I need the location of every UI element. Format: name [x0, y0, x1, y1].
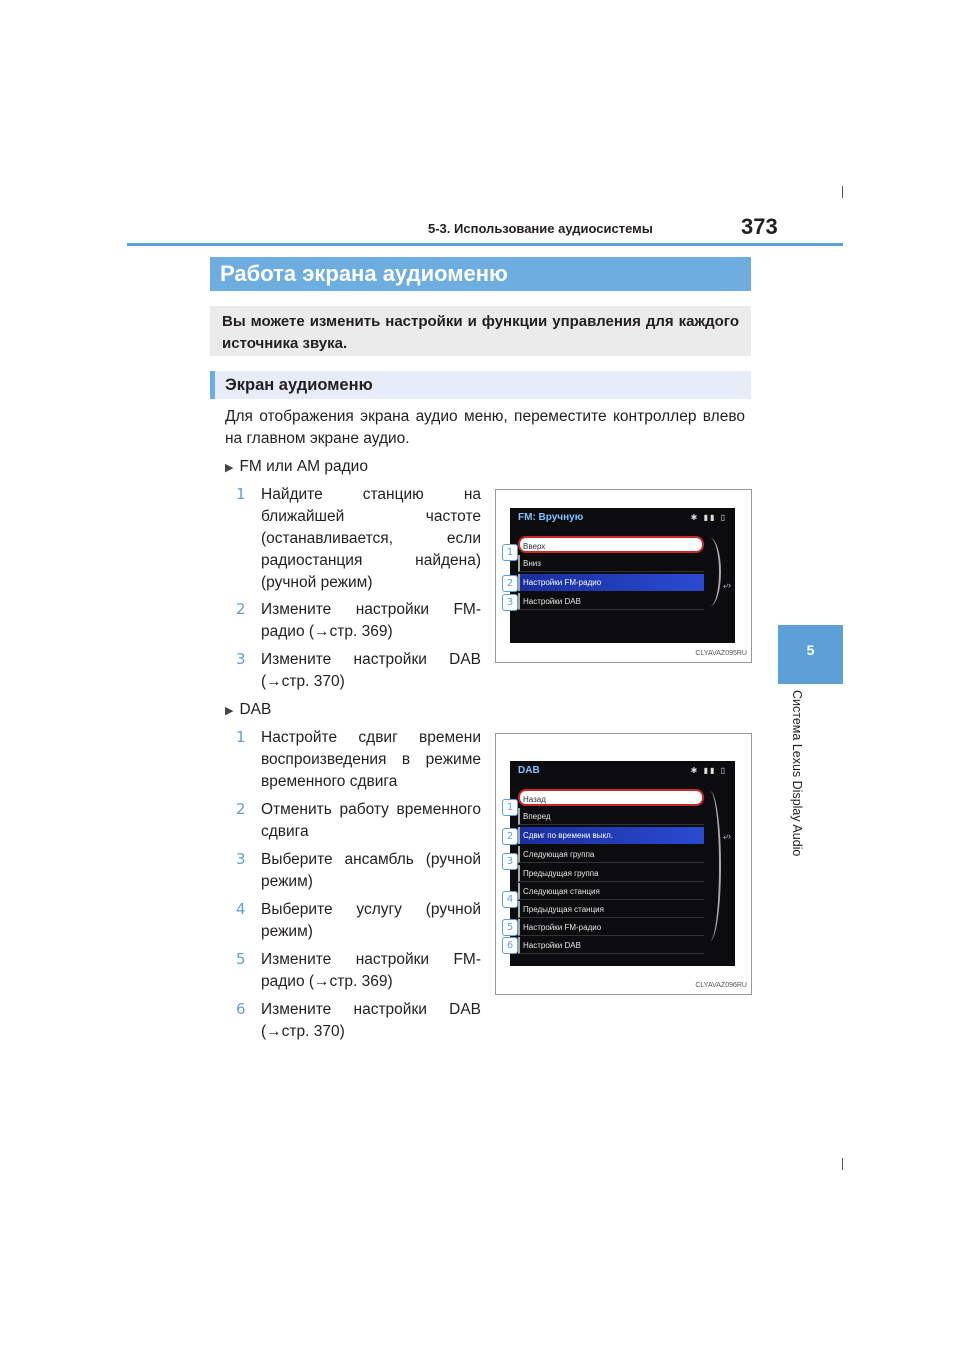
dab-bullet [225, 699, 271, 722]
header-rule [127, 243, 843, 246]
dab-figure [495, 733, 752, 995]
fm-bullet [225, 456, 368, 479]
fm-screen [510, 508, 735, 643]
dab-item-4 [261, 899, 481, 943]
scroll-arc [699, 538, 721, 606]
dab-item-2 [261, 799, 481, 843]
dab-screen [510, 761, 735, 966]
dab-item-3-text: Выберите ансамбль (ручной режим) [261, 851, 481, 890]
dab-bullet-label: DAB [239, 701, 272, 718]
back-chevron-icon[interactable]: ⤶› [722, 580, 731, 590]
crop-mark-bottom [842, 1158, 843, 1170]
fm-screen-title: FM: Вручную [518, 512, 584, 523]
dab-callout-5: 5 [502, 919, 518, 936]
dab-item-6 [261, 999, 481, 1043]
body-paragraph: Для отображения экрана аудио меню, переместите контроллер влево на главном экране аудио. [225, 408, 745, 447]
dab-callout-1: 1 [502, 799, 518, 816]
menu-item-dab-settings[interactable]: Настройки DAB [518, 937, 704, 954]
status-icons: ✱ ▮▮ ▯ [690, 766, 727, 775]
status-icons: ✱ ▮▮ ▯ [690, 513, 727, 522]
fm-bullet-label: FM или AM радио [239, 458, 368, 475]
intro-box: Вы можете изменить настройки и функции управления для каждого источника звука. [210, 306, 751, 356]
fm-item-3-text: Измените настройки DAB (→стр. 370) [261, 651, 481, 690]
menu-item-prev-station[interactable]: Предыдущая станция [518, 901, 704, 918]
scroll-arc [699, 791, 721, 941]
fm-item-1 [261, 484, 481, 594]
chapter-side-title [788, 690, 808, 880]
chapter-tab [778, 625, 843, 684]
fm-callout-2: 2 [502, 575, 518, 592]
fm-item-2-number: 2 [236, 600, 246, 618]
dab-item-4-number: 4 [236, 900, 246, 918]
fm-item-1-number: 1 [236, 485, 246, 503]
section-banner: Работа экрана аудиоменю [210, 257, 751, 291]
dab-item-6-text: Измените настройки DAB (→стр. 370) [261, 1001, 481, 1040]
dab-item-1-text: Настройте сдвиг времени воспроизведения в режиме временного сдвига [261, 729, 481, 790]
dab-callout-6: 6 [502, 937, 518, 954]
fm-figure [495, 489, 752, 663]
fm-item-1-text: Найдите станцию на ближайшей частоте (останавливается, если радиостанция найдена) (ручной режим) [261, 486, 481, 591]
fm-callout-1: 1 [502, 544, 518, 561]
dab-callout-2: 2 [502, 828, 518, 845]
fm-callout-3: 3 [502, 594, 518, 611]
menu-item-down[interactable]: Вниз [518, 555, 704, 572]
fm-item-3 [261, 649, 481, 693]
dab-item-3-number: 3 [236, 850, 246, 868]
dab-callout-3: 3 [502, 853, 518, 870]
dab-item-1-number: 1 [236, 728, 246, 746]
dab-screen-title: DAB [518, 765, 540, 776]
dab-item-4-text: Выберите услугу (ручной режим) [261, 901, 481, 940]
menu-item-dab-settings[interactable]: Настройки DAB [518, 593, 704, 610]
dab-item-1 [261, 727, 481, 793]
chapter-title: Система Lexus Display Audio [790, 690, 804, 857]
fm-item-2 [261, 599, 481, 643]
dab-callout-4: 4 [502, 891, 518, 908]
bullet-triangle-icon: ▶ [225, 705, 234, 717]
dab-item-5-number: 5 [236, 950, 246, 968]
dab-item-5 [261, 949, 481, 993]
crop-mark-top [842, 186, 843, 198]
menu-item-fm-settings[interactable]: Настройки FM-радио [518, 919, 704, 936]
menu-item-forward[interactable]: Вперед [518, 808, 704, 825]
page-number: 373 [741, 214, 778, 239]
menu-item-next-group[interactable]: Следующая группа [518, 846, 704, 863]
dab-item-2-number: 2 [236, 800, 246, 818]
fm-item-3-number: 3 [236, 650, 246, 668]
back-chevron-icon[interactable]: ⤶› [722, 831, 731, 841]
menu-item-next-station[interactable]: Следующая станция [518, 883, 704, 900]
dab-item-3 [261, 849, 481, 893]
menu-item-up[interactable]: Вверх [518, 536, 704, 553]
fm-item-2-text: Измените настройки FM-радио (→стр. 369) [261, 601, 481, 640]
menu-item-time-shift[interactable]: Сдвиг по времени выкл. [518, 827, 704, 844]
dab-item-6-number: 6 [236, 1000, 246, 1018]
menu-item-fm-settings[interactable]: Настройки FM-радио [518, 574, 704, 591]
bullet-triangle-icon: ▶ [225, 462, 234, 474]
dab-item-5-text: Измените настройки FM-радио (→стр. 369) [261, 951, 481, 990]
fm-figure-code: CLYAVAZ095RU [695, 650, 747, 657]
subsection-heading: Экран аудиоменю [210, 371, 751, 399]
dab-figure-code: CLYAVAZ096RU [695, 982, 747, 989]
menu-item-prev-group[interactable]: Предыдущая группа [518, 865, 704, 882]
menu-item-back[interactable]: Назад [518, 789, 704, 806]
dab-item-2-text: Отменить работу временного сдвига [261, 801, 481, 840]
chapter-number: 5 [806, 642, 815, 658]
running-header: 5-3. Использование аудиосистемы [428, 221, 653, 236]
